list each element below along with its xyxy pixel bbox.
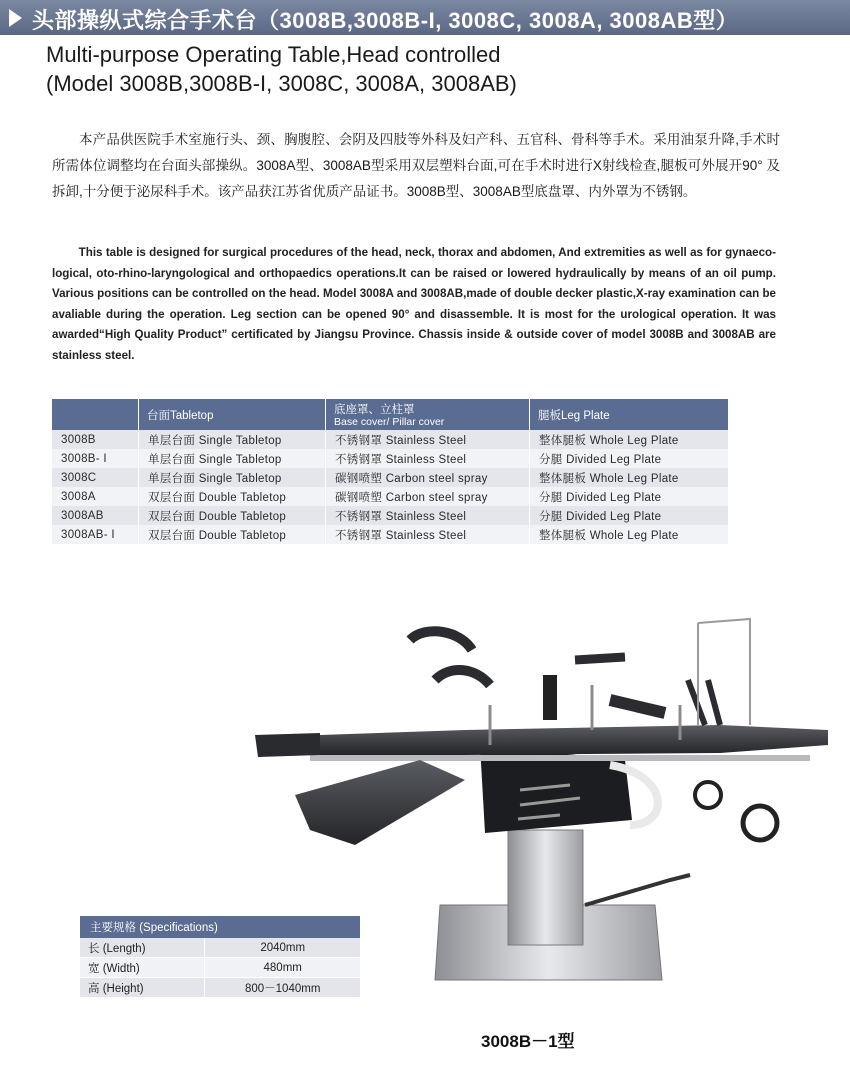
header-base-cover — [326, 399, 530, 430]
shoulder-rests — [688, 680, 720, 725]
header-base-cover-cn: 底座罩、立柱罩 — [334, 404, 415, 416]
model-cell: 3008B- I — [52, 449, 139, 468]
english-title-line2: (Model 3008B,3008B-I, 3008C, 3008A, 3008AB) — [46, 71, 517, 96]
spec-label: 长 (Length) — [80, 938, 205, 958]
english-title-line1: Multi-purpose Operating Table,Head controlled — [46, 42, 501, 67]
header-leg-plate: 腿板Leg Plate — [530, 399, 729, 430]
table-row — [80, 958, 360, 978]
model-cell: 3008B — [52, 430, 139, 449]
tabletop-cell: 双层台面 Double Tabletop — [139, 506, 326, 525]
spec-title: 主要规格 (Specifications) — [80, 916, 360, 938]
spec-value: 480mm — [205, 958, 360, 978]
tabletop-pad — [320, 725, 828, 755]
end-plate — [255, 733, 320, 757]
arm-board — [575, 657, 625, 660]
header-model — [52, 399, 139, 430]
foot-pedal — [585, 875, 690, 905]
table-row — [80, 978, 360, 998]
tabletop-cell: 单层台面 Single Tabletop — [139, 468, 326, 487]
table-row — [52, 487, 729, 506]
leg-plate-cell: 分腿 Divided Leg Plate — [530, 487, 729, 506]
cover-cell: 碳钢喷塑 Carbon steel spray — [326, 468, 530, 487]
hand-wheel — [743, 806, 777, 840]
cover-cell: 不锈钢罩 Stainless Steel — [326, 506, 530, 525]
spec-label: 高 (Height) — [80, 978, 205, 998]
english-description: This table is designed for surgical procedures of the head, neck, thorax and abdomen, And extremities as well as for gynaeco-logical, oto-rhino-laryngological and orthopaedics operations.It can be raised or lowered hydraulically by means of an oil pump. Various positions can be controlled on the head. Model 3008A and 3008AB,made of double decker plastic,X-ray examination can be avaliable during the operation. Leg section can be opened 90° and disassemble. It is most for the urological operation. It was awarded“High Quality Product” certificated by Jiangsu Province. Chassis inside & outside cover of model 3008B and 3008AB are stainless steel. — [52, 246, 776, 362]
pillar-column — [508, 830, 583, 945]
model-caption: 3008B－1型 — [481, 1032, 575, 1051]
specifications-table — [80, 916, 360, 998]
spec-value: 2040mm — [205, 938, 360, 958]
table-row — [52, 430, 729, 449]
model-comparison-table — [52, 399, 729, 544]
play-arrow-icon — [9, 9, 22, 27]
leg-plate-cell: 分腿 Divided Leg Plate — [530, 506, 729, 525]
model-cell: 3008AB- I — [52, 525, 139, 544]
table-row — [52, 449, 729, 468]
leg-plate-cell: 整体腿板 Whole Leg Plate — [530, 525, 729, 544]
table-row — [80, 938, 360, 958]
model-cell: 3008A — [52, 487, 139, 506]
cover-cell: 不锈钢罩 Stainless Steel — [326, 430, 530, 449]
leg-plate-cell: 分腿 Divided Leg Plate — [530, 449, 729, 468]
header-base-cover-en: Base cover/ Pillar cover — [334, 416, 445, 428]
head-section — [295, 760, 465, 845]
model-table-header — [52, 399, 729, 430]
model-cell: 3008AB — [52, 506, 139, 525]
cover-cell: 不锈钢罩 Stainless Steel — [326, 449, 530, 468]
table-row — [52, 468, 729, 487]
model-cell: 3008C — [52, 468, 139, 487]
hand-wheel — [695, 782, 721, 808]
tabletop-cell: 双层台面 Double Tabletop — [139, 525, 326, 544]
leg-plate-cell: 整体腿板 Whole Leg Plate — [530, 430, 729, 449]
tabletop-cell: 单层台面 Single Tabletop — [139, 430, 326, 449]
header-tabletop: 台面Tabletop — [139, 399, 326, 430]
cover-cell: 不锈钢罩 Stainless Steel — [326, 525, 530, 544]
english-title — [46, 40, 517, 98]
tabletop-rail — [310, 755, 810, 761]
spec-value: 800－1040mm — [205, 978, 360, 998]
tabletop-cell: 单层台面 Single Tabletop — [139, 449, 326, 468]
title-banner — [0, 0, 850, 35]
chinese-title: 头部操纵式综合手术台（3008B,3008B-I, 3008C, 3008A, 3008AB型） — [32, 8, 739, 33]
leg-plate-cell: 整体腿板 Whole Leg Plate — [530, 468, 729, 487]
cover-cell: 碳钢喷塑 Carbon steel spray — [326, 487, 530, 506]
tabletop-cell: 双层台面 Double Tabletop — [139, 487, 326, 506]
table-row — [52, 525, 729, 544]
table-row — [52, 506, 729, 525]
spec-label: 宽 (Width) — [80, 958, 205, 978]
leg-holder — [435, 670, 490, 685]
leg-holder — [410, 631, 472, 650]
anesthesia-screen-frame — [698, 619, 750, 725]
chinese-description: 本产品供医院手术室施行头、颈、胸腹腔、会阴及四肢等外科及妇产科、五官科、骨科等手术。采用油泵升降,手术时所需体位调整均在台面头部操纵。3008A型、3008AB型采用双层塑料台面,可在手术时进行X射线检查,腿板可外展开90° 及拆卸,十分便于泌尿科手术。该产品获江苏省优质产品证书。3008B型、3008AB型底盘罩、内外罩为不锈钢。 — [52, 132, 780, 199]
arm-board — [610, 700, 665, 713]
